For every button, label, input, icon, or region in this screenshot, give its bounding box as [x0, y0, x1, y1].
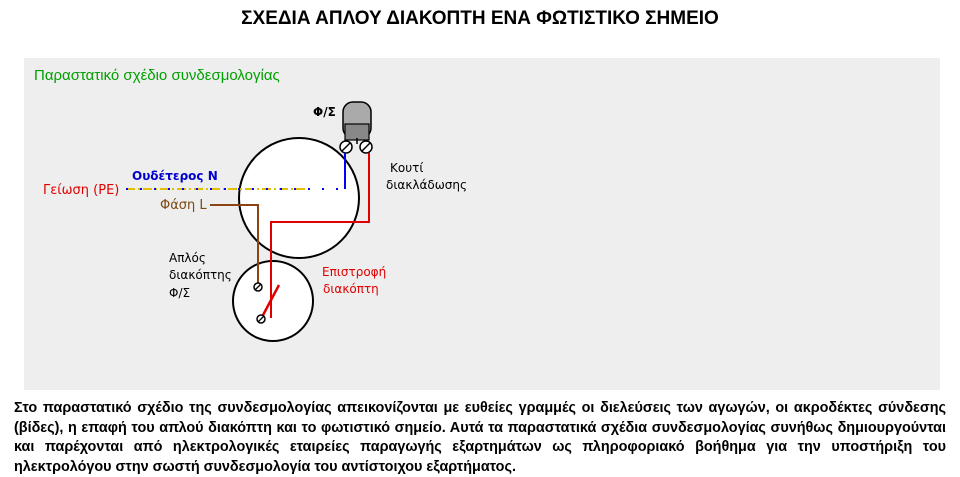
panel-title: Παραστατικό σχέδιο συνδεσμολογίας — [34, 67, 280, 84]
switch-label-line1: Απλός — [169, 251, 206, 265]
box-label-line1: Κουτί — [390, 161, 424, 175]
lamp-terminal-right-icon — [360, 141, 372, 153]
box-label-line2: διακλάδωσης — [386, 178, 468, 192]
lamp-terminal-left-icon — [340, 141, 352, 153]
lamp-label: Φ/Σ — [313, 105, 336, 119]
earth-label: Γείωση (PE) — [43, 183, 120, 198]
return-label-line1: Επιστροφή — [322, 265, 387, 279]
switch-box-circle — [233, 261, 313, 341]
phase-label: Φάση L — [160, 198, 207, 213]
switch-label-line3: Φ/Σ — [169, 286, 191, 300]
page-title: ΣΧΕΔΙΑ ΑΠΛΟΥ ΔΙΑΚΟΠΤΗ ΕΝΑ ΦΩΤΙΣΤΙΚΟ ΣΗΜΕΙΟ — [241, 8, 719, 29]
lamp-icon — [343, 102, 371, 144]
neutral-label: Ουδέτερος N — [132, 169, 218, 183]
description-text: Στο παραστατικό σχέδιο της συνδεσμολογίας απεικονίζονται με ευθείες γραμμές οι διελεύσεις των αγωγών, οι ακροδέκτες σύνδεσης (βίδες), η επαφή του απλού διακόπτη και το φωτιστικό σημείο. Αυτά τα παραστατικά σχέδια συνδεσμολογίας συνήθως δημιουργούνται και παρέχονται από ηλεκτρολογικές εταιρείες παραγωγής εξαρτημάτων ως πληροφοριακό βοήθημα για την υποστήριξη του ηλεκτρολόγου στην σωστή συνδεσμολογία του αντίστοιχου εξαρτήματος. — [14, 400, 946, 475]
return-label-line2: διακόπτη — [323, 282, 379, 296]
switch-label-line2: διακόπτης — [169, 268, 232, 282]
